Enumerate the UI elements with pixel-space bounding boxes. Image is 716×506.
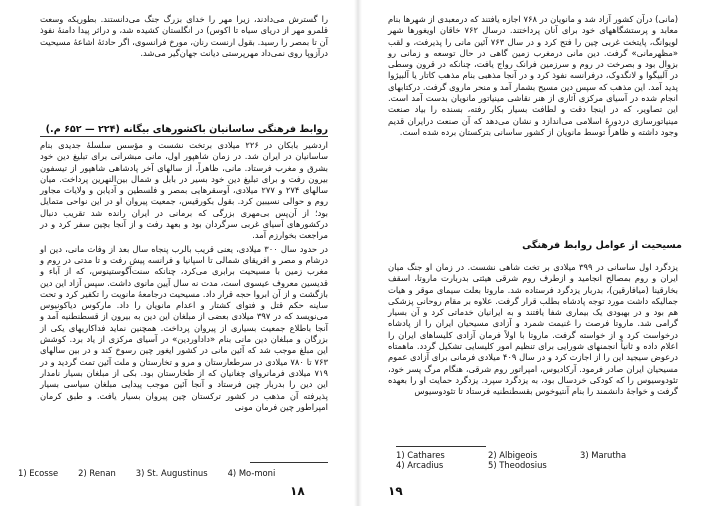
paragraph: (مانی) درآن کشور آزاد شد و مانویان در ۷۶۸ اجازه یافتند که درمعبدی از شهرها بنام معابد و پرستشگاههای خود برای آنان پرداختند. درسال ۷۶۲ خاقان اویغورها شهر لویوانگ، پایتخت غربی چین را فتح کرد و در سال ۷۶۳ آئین مانی را پذیرفت، و لقب «مظهرمانی» گرفت. دین مانی درمغرب زمین گاهی در حال توسعه و زمانی رو بزوال بود و بصرخت در روم و سرزمین فرانک رواج یافت، چنانکه در قرون وسطی در آلبیگوا و لانگدوک، درفرانسه نفوذ کرد و در آنجا مذهبی بنام مذهب کاتار یا آلبیژوا پدید آمد. این مذهب که سپس دین مسیح بشمار آمد و منحر ماروی گرفت. درکتابهای انجام شده در آسیای مرکزی آثاری از هنر نقاشی مینیاتور مانویان بدست آمد است. این تصاویر، که در اینجا دقت و لطافت بسیار بکار رفته، بسنده را بیاد صنعت مینیاتورسازی دردورهٔ اسلامی می‌اندازد و نشان می‌دهد که آن صنعت درایران قدیم وجود داشته و ظاهراً توسط مانویان از کشور ساسانی بترکستان برده شده است. <box>388 14 679 137</box>
footnote-divider <box>250 462 328 463</box>
paragraph: را گسترش می‌دادند، زیرا مهر را خدای بزرگ جنگ می‌دانستند. بطوریکه وسعت قلمرو مهر از دریای سیاه تا اکوس) در انگلستان کشیده شد، و دراثر پیدا دامنهٔ نفوذ آن تا بمصر را رسید. بقول ارنست رنان، مورخ فرانسوی، اگر حادثهٔ اشاعهٔ مسیحیت درآزوپا روی نمی‌داد مهرپرستی دیانت جهان‌گیر می‌شد. <box>40 14 328 58</box>
footnote: 5) Theodosius <box>488 460 547 470</box>
section-title-underline <box>40 136 328 137</box>
footnote: 2) Renan <box>78 468 116 478</box>
footnote: 4) Mo-moni <box>227 468 276 478</box>
left-footnotes <box>18 468 338 478</box>
footnote: 4) Arcadius <box>396 460 444 470</box>
right-page <box>358 0 716 506</box>
right-main-text <box>388 262 678 466</box>
paragraph: اردشیر بابکان در ۲۲۶ میلادی برتخت نشست و مؤسس سلسلهٔ جدیدی بنام ساسانیان در ایران شد. در زمان شاهپور اول، مانی مبشرانی برای تبلیغ دین خود بشرق و مغرب فرستاد. مانی، ظاهراً، از سالهای آخر پادشاهی شاهپور از تیسفون بیرون رفت و برای تبلیغ دین خود بسیر در بابل و شمال بین‌النهرین پرداخت. میان سالهای ۲۷۴ و ۲۷۷ میلادی، آوسقرهایی بمصر و فلسطین و آدیابن و ولایات مجاور روم و حوالی نسیبین کرد. بقول بکورقیس، جمعیت پیروان او در این نواحی متمایل بود؛ از آن‌پس بی‌مهری بزرگی که برمانی در ایران رانده شد تقریب دنبال درکشورهای آسیای غربی سرگردان بود و بعهد رفت و از آنجا بچین سفر کرد و در مراجعت بخوارزم آمد. <box>40 140 328 241</box>
footnote: 3) St. Augustinus <box>135 468 208 478</box>
footnote-row <box>396 450 696 460</box>
footnote: 2) Albigeois <box>488 450 538 460</box>
left-main-text <box>40 140 328 458</box>
left-section-title: روابط فرهنگی ساسانیان باکشورهای بیگانه (۲۲۴ — ۶۵۲ م.) <box>45 124 328 135</box>
left-top-paragraph <box>40 14 328 110</box>
footnote: 1) Cathares <box>396 450 445 460</box>
footnote-divider <box>396 446 486 447</box>
paragraph: در حدود سال ۳۰۰ میلادی، یعنی قریب بالرب پنجاه سال بعد از وفات مانی، دین او درشام و مصر و افریقای شمالی تا اسپانیا و فرانسه پیش رفت و تا مدتی در روم و مغرب زمین با مسیحیت برابری می‌کرد، چنانکه سنت‌آگوستینوس، که از آباء و قدیسین معروف عیسوی است، مدت نه سال آیین مانوی داشت. سپس آزاد این دین بازگشت و از آن ابروا حجه قرار داد. مسیحیت درجامعهٔ مانویت را تکفیر کرد و تحت ساینه حکم قتل و فتوای کشتار و اعدام مانویان را داد. مارکوس دیاکونیوس می‌نویسد که در ۳۹۷ میلادی بعضی از مبلغان این دین به بیرون از قسطنطنیه آمد و آنجا باطلاع جمعیت بسیاری از پیروان پرداخت. همچنین نماید فداکاریهای یکی از بزرگان و مبلغان دین مانی بنام «داداوردین» در آسیای مرکزی از یاد برد. کوشش این مبلغ موجب شد که آئین مانی در کشور ایغور چین رسوخ کند و در بین سالهای ۷۶۳ تا ۷۸۰ میلادی در سرطعارستان و مرو و تخارستان و ملت آئین تمت گردید و در ۷۱۹ میلادی فرمانروای چغانیان که از طخارستان بود. بکی از مبلغان بسیار نامدار این دین را بدربار چین فرستاد و آنجا آئین موجب پیدایی مبلغان سیاسی بسیار پذیرفته آن مذهب در کشور ترکستان چین پیروان بسیار یافت. و طبق کرمان امپراطور چین فرمان مونی <box>40 243 328 412</box>
right-footnotes <box>396 450 696 470</box>
footnote-row <box>396 460 696 470</box>
footnote-row <box>18 468 338 478</box>
page-number: ۱۹ <box>388 484 403 498</box>
footnote: 3) Marutha <box>580 450 627 460</box>
page-number: ۱۸ <box>290 484 305 498</box>
footnote: 1) Ecosse <box>18 468 59 478</box>
paragraph: یزدگرد اول ساسانی در ۳۹۹ میلادی بر تخت شاهی نشست. در زمان او جنگ میان ایران و روم بمصالح انجامید و ازطرف روم شرقی هیئتی بدربارت ماروتا، اسقف بخارقینا (میافارقین)، بدربار یزدگرد فرستاده شد. ماروتا بعلت سیمای موقر و هیات جمالیکه داشت مورد توجه پادشاه بطلب قرار گرفت. علاوه بر مقام روحانی پزشکی هم بود و در بهبودی یک بیماری شفا یافتند و به ایرانیان خدماتی کرد و آن بسیار گرامی شد. ماروتا فرصت را غنیمت شمرد و آزادی مسیحیان ایران را از پادشاه درخواست کرد و از خواسته گرفت. ماروتا با اولاً فرمان آزادی کلیساهای ایران را اعلام داده و ثانیاً انجمنهای شورایی برای تنظیم امور کلیسایی تشکیل گردد. ماهمتاه درعوض سیجید این را از اجازت کرد و در سال ۴۰۹ میلادی فرمانی برای آزادی عموم مسیحیان ایران صادر فرمود. آرکادیوس، امپراتور روم شرقی، هنگام مرگ پسر خود، تئودوسیوس را که کودکی خردسال بود، به یزدگرد سپرد. یزدگرد حمایت او را بعهده گرفت و خواجهٔ دانشمند را بنام آنتیوخوس بقسطنطنیه فرستاد تا تئودوسیوس <box>388 262 678 397</box>
right-top-paragraph <box>388 14 678 256</box>
right-section-title: مسیحیت از عوامل روابط فرهنگی <box>522 240 682 251</box>
